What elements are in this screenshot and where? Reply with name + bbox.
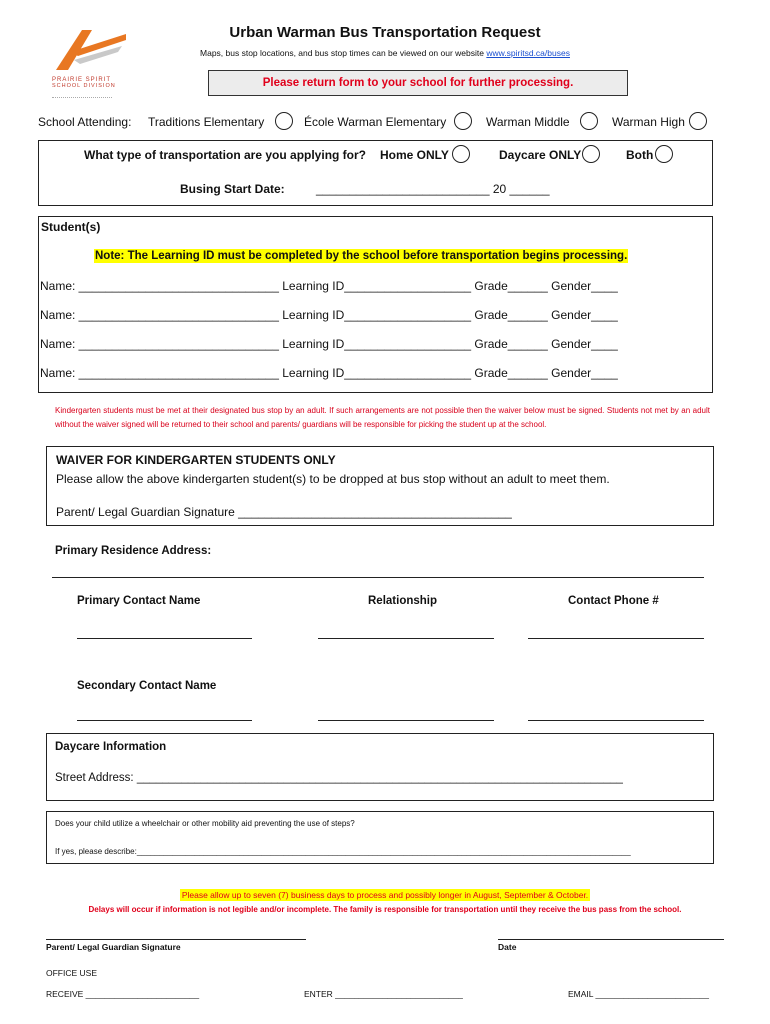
- date-label: Date: [498, 942, 517, 952]
- date-line[interactable]: [498, 939, 724, 940]
- residence-label: Primary Residence Address:: [55, 545, 212, 557]
- return-notice: Please return form to your school for further processing.: [208, 70, 628, 96]
- processing-notice: [0, 890, 770, 900]
- logo-line2: SCHOOL DIVISION: [52, 83, 116, 89]
- option-both: Both: [626, 148, 654, 162]
- daycare-heading: Daycare Information: [55, 741, 167, 753]
- waiver-text: Please allow the above kindergarten student(s) to be dropped at bus stop without an adult to meet them.: [56, 472, 610, 486]
- secondary-contact-label: Secondary Contact Name: [77, 680, 217, 692]
- enter-field[interactable]: ENTER ___________________________: [304, 989, 463, 999]
- radio-home-only[interactable]: [452, 145, 470, 163]
- school-label: School Attending:: [38, 115, 132, 129]
- school-option-middle: Warman Middle: [486, 115, 570, 129]
- secondary-phone-line[interactable]: [528, 720, 704, 721]
- logo-line1: PRAIRIE SPIRIT: [52, 77, 112, 83]
- guardian-signature-line[interactable]: [46, 939, 306, 940]
- relationship-label: Relationship: [368, 595, 438, 607]
- processing-notice-text: Please allow up to seven (7) business days to process and possibly longer in August, September & October.: [181, 890, 589, 900]
- student-row-3[interactable]: Name: ______________________________ Learning ID___________________ Grade______ Gender____: [40, 337, 618, 351]
- radio-traditions[interactable]: [275, 112, 293, 130]
- primary-relationship-line[interactable]: [318, 638, 494, 639]
- transport-question: What type of transportation are you applying for?: [84, 148, 367, 162]
- radio-middle[interactable]: [580, 112, 598, 130]
- busing-start-label: Busing Start Date:: [180, 182, 285, 196]
- school-option-high: Warman High: [612, 115, 685, 129]
- primary-contact-label: Primary Contact Name: [77, 595, 201, 607]
- page-title: Urban Warman Bus Transportation Request: [229, 24, 541, 41]
- busing-start-field[interactable]: __________________________ 20 ______: [316, 182, 550, 196]
- secondary-contact-line[interactable]: [77, 720, 252, 721]
- student-row-4[interactable]: Name: ______________________________ Learning ID___________________ Grade______ Gender____: [40, 366, 618, 380]
- subtitle-text: Maps, bus stop locations, and bus stop times can be viewed on our website: [200, 48, 487, 58]
- receive-field[interactable]: RECEIVE ________________________: [46, 989, 200, 999]
- learning-id-note: Note: The Learning ID must be completed by the school before transportation begins processing.: [95, 250, 628, 262]
- option-daycare-only: Daycare ONLY: [499, 148, 582, 162]
- primary-phone-line[interactable]: [528, 638, 704, 639]
- buses-link[interactable]: www.spiritsd.ca/buses: [486, 48, 570, 58]
- contact-phone-label: Contact Phone #: [568, 595, 659, 607]
- students-heading: Student(s): [41, 220, 101, 234]
- wheelchair-question: Does your child utilize a wheelchair or other mobility aid preventing the use of steps?: [55, 819, 355, 828]
- logo-tagline: [52, 97, 112, 98]
- secondary-relationship-line[interactable]: [318, 720, 494, 721]
- radio-daycare-only[interactable]: [582, 145, 600, 163]
- waiver-signature-field[interactable]: Parent/ Legal Guardian Signature _________________________________________: [56, 505, 512, 519]
- subtitle: [0, 48, 770, 58]
- residence-address-line[interactable]: [52, 577, 704, 578]
- guardian-signature-label: Parent/ Legal Guardian Signature: [46, 942, 181, 952]
- daycare-street-field[interactable]: Street Address: ____________________________________________________________________________: [55, 772, 623, 784]
- kindergarten-note: Kindergarten students must be met at their designated bus stop by an adult. If such arrangements are not possible then the waiver below must be signed. Students not met by an adult without the waiver signed will be returned to their school and parents/ guardians will be responsible for picking the student up at the school.: [55, 406, 710, 429]
- wheelchair-describe-field[interactable]: If yes, please describe:_______________________________________________________________________________________________________________: [55, 847, 631, 856]
- primary-contact-line[interactable]: [77, 638, 252, 639]
- student-row-2[interactable]: Name: ______________________________ Learning ID___________________ Grade______ Gender____: [40, 308, 618, 322]
- radio-ecole[interactable]: [454, 112, 472, 130]
- email-field[interactable]: EMAIL ________________________: [568, 989, 710, 999]
- option-home-only: Home ONLY: [380, 148, 449, 162]
- office-use-label: OFFICE USE: [46, 968, 98, 978]
- waiver-heading: WAIVER FOR KINDERGARTEN STUDENTS ONLY: [56, 453, 336, 467]
- delay-notice: Delays will occur if information is not legible and/or incomplete. The family is responsible for transportation until they receive the bus pass from the school.: [88, 905, 682, 914]
- student-row-1[interactable]: Name: ______________________________ Learning ID___________________ Grade______ Gender____: [40, 279, 618, 293]
- radio-both[interactable]: [655, 145, 673, 163]
- radio-high[interactable]: [689, 112, 707, 130]
- school-option-ecole: École Warman Elementary: [304, 115, 447, 129]
- school-option-traditions: Traditions Elementary: [148, 115, 265, 129]
